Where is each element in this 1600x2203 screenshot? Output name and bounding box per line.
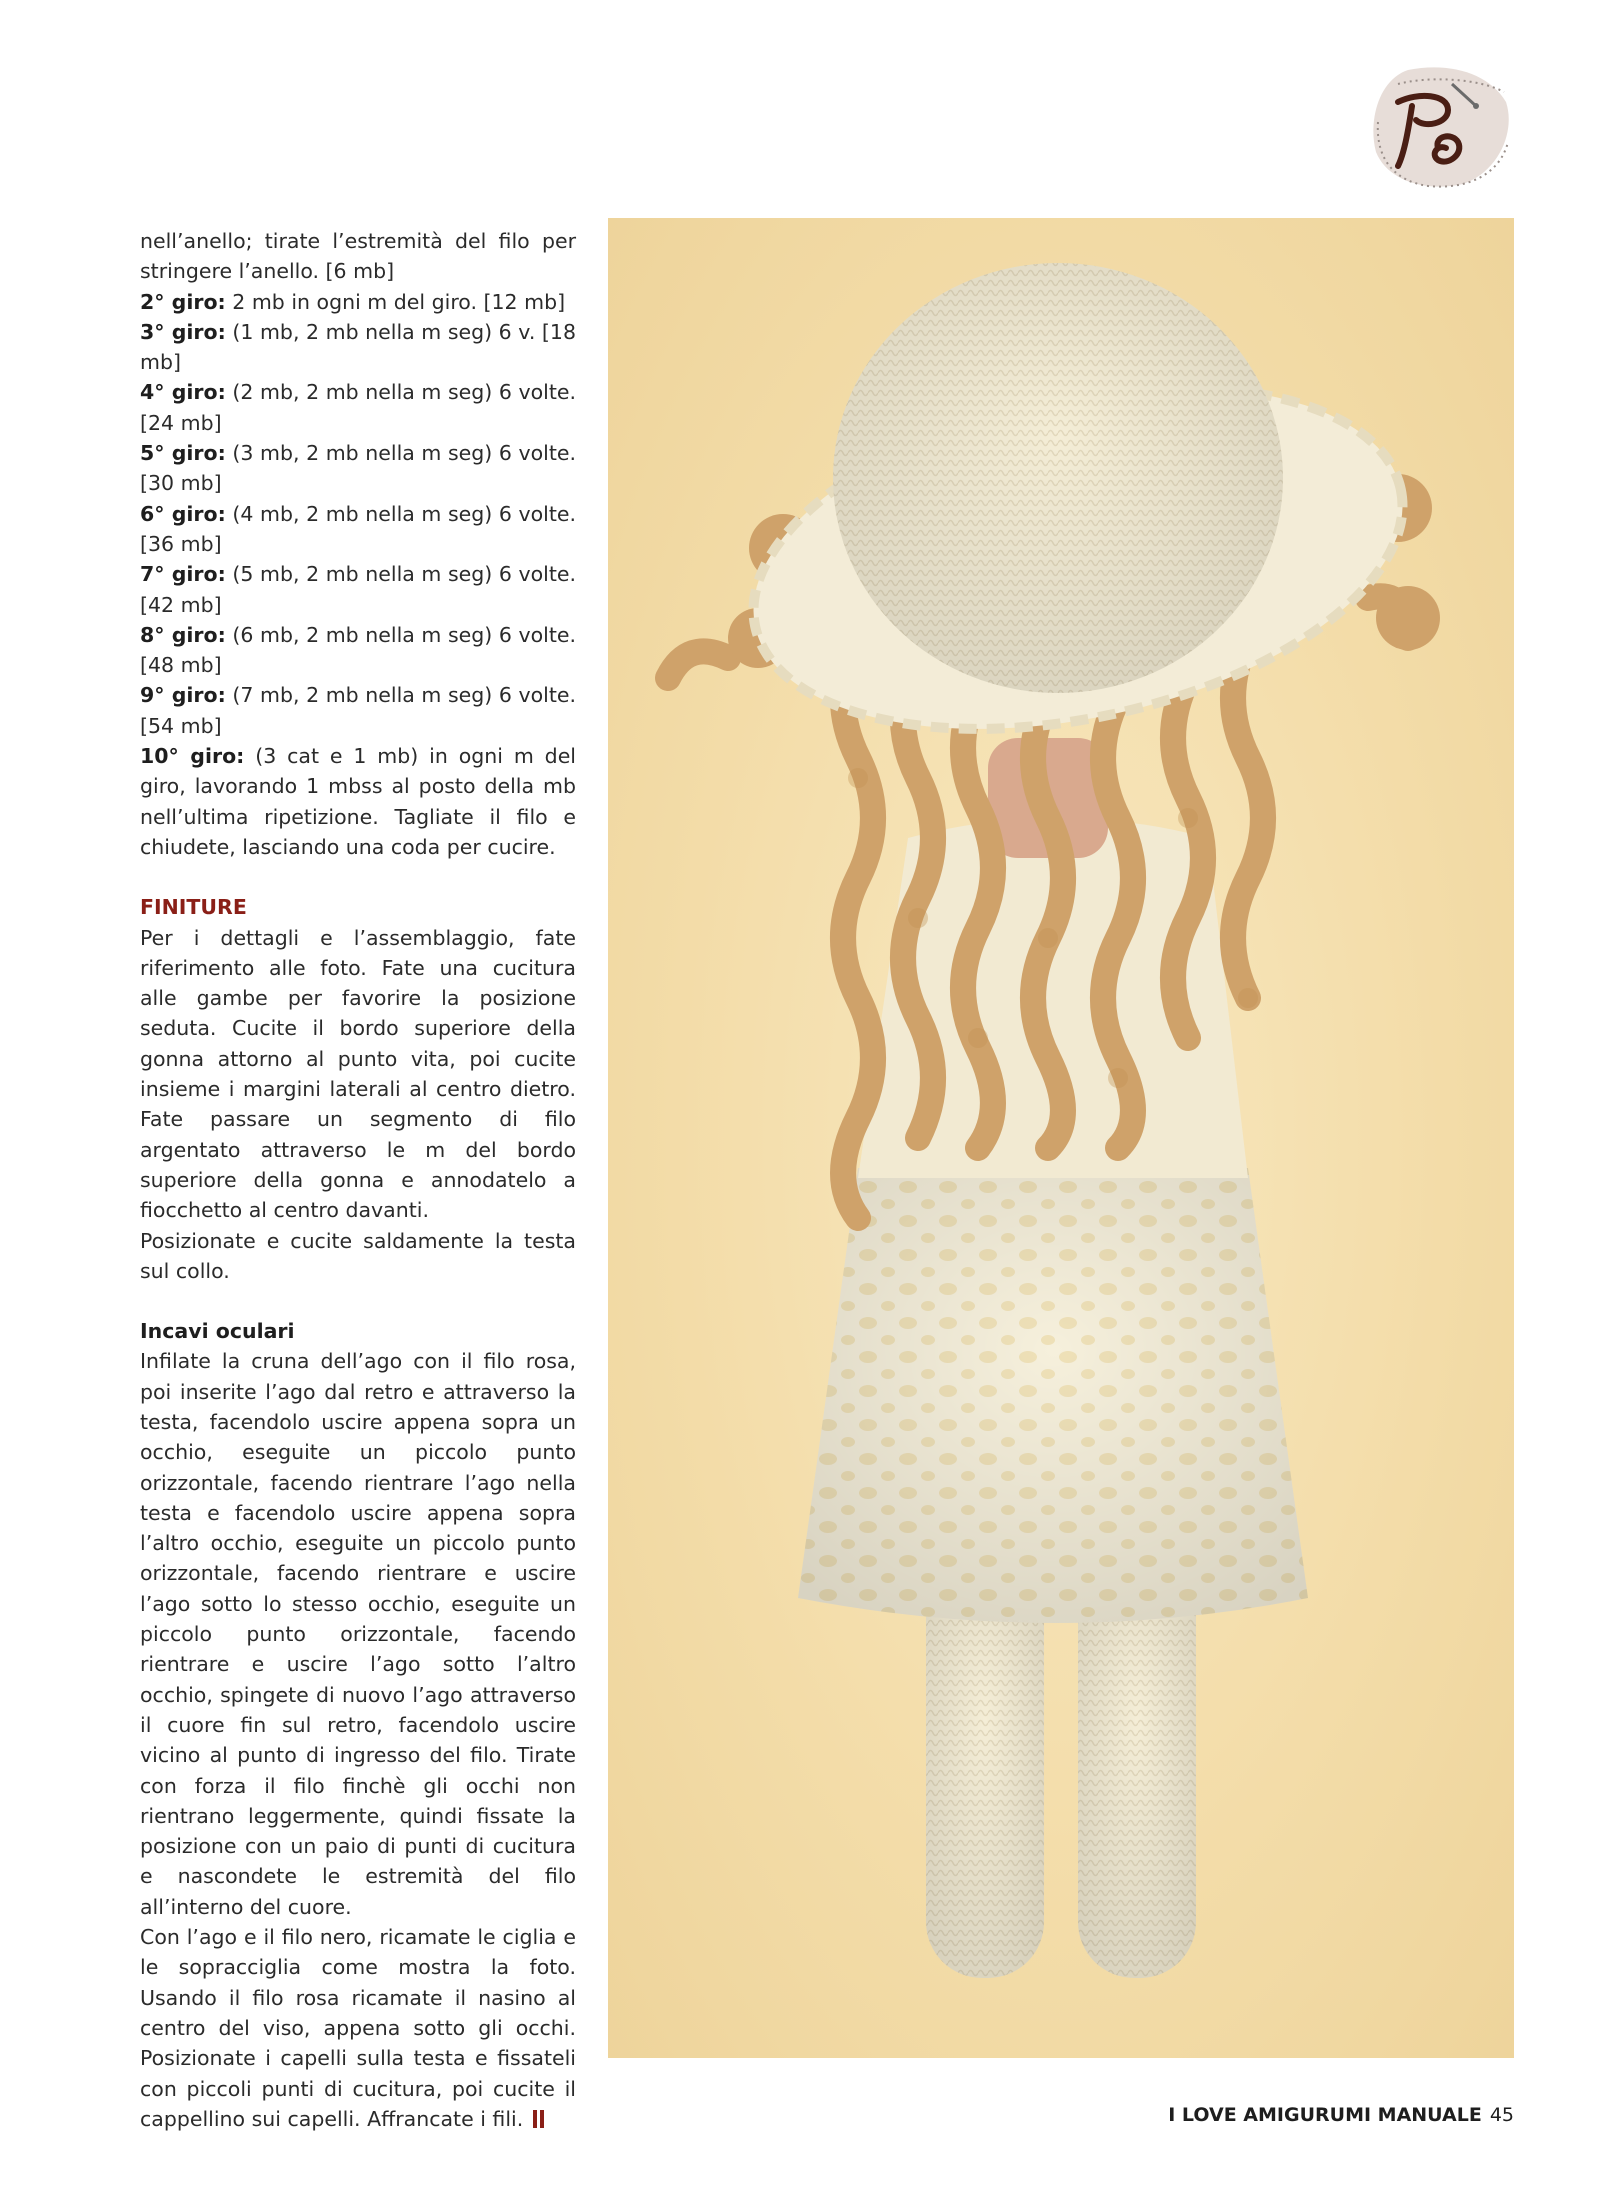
round-7: 7° giro: (5 mb, 2 mb nella m seg) 6 volte. [42 mb]: [140, 562, 576, 617]
round-10: 10° giro: (3 cat e 1 mb) in ogni m del giro, lavorando 1 mbss al posto della mb nell’ultima ripetizione. Tagliate il filo e chiudete, lasciando una coda per cucire.: [140, 744, 576, 859]
finiture-heading: FINITURE: [140, 895, 247, 920]
end-of-article-icon: [533, 2110, 537, 2128]
round-9: 9° giro: (7 mb, 2 mb nella m seg) 6 volte. [54 mb]: [140, 683, 576, 738]
round-2: 2° giro: 2 mb in ogni m del giro. [12 mb]: [140, 289, 566, 314]
incavi-heading: Incavi oculari: [140, 1319, 295, 1344]
round-5: 5° giro: (3 mb, 2 mb nella m seg) 6 volte. [30 mb]: [140, 441, 576, 496]
finiture-paragraph-2: Posizionate e cucite saldamente la testa sul collo.: [140, 1228, 576, 1283]
page-number: 45: [1489, 2104, 1514, 2126]
crochet-logo-icon: [1368, 62, 1514, 192]
amigurumi-doll-photo: [608, 218, 1514, 2058]
round-6: 6° giro: (4 mb, 2 mb nella m seg) 6 volte. [36 mb]: [140, 501, 576, 556]
pattern-text-column: [140, 226, 576, 2134]
round-8: 8° giro: (6 mb, 2 mb nella m seg) 6 volte. [48 mb]: [140, 622, 576, 678]
finiture-paragraph-1: Per i dettagli e l’assemblaggio, fate riferimento alle foto. Fate una cucitura alle gambe per favorire la posizione seduta. Cucite il bordo superiore della gonna attorno al punto vita, poi cucite insieme i margini laterali al centro dietro. Fate passare un segmento di filo argentato attraverso le m del bordo superiore della gonna e annodatelo a fiocchetto al centro davanti.: [140, 925, 576, 1223]
incavi-paragraph-2: Con l’ago e il filo nero, ricamate le ciglia e le sopracciglia come mostra la foto. Usando il filo rosa ricamate il nasino al centro del viso, appena sotto gli occhi. Posizionate i capelli sulla testa e fissateli con piccoli punti di cucitura, poi cucite il cappellino sui capelli. Affrancate i fili.: [140, 1925, 576, 2131]
round-3: 3° giro: (1 mb, 2 mb nella m seg) 6 v. [18 mb]: [140, 319, 576, 375]
incavi-paragraph-1: Infilate la cruna dell’ago con il filo rosa, poi inserite l’ago dal retro e attraverso la testa, facendolo uscire appena sopra un occhio, eseguite un piccolo punto orizzontale, facendo rientrare l’ago nella testa e facendolo uscire appena sopra l’altro occhio, eseguite un piccolo punto orizzontale, facendo rientrare e uscire l’ago sotto lo stesso occhio, eseguite un piccolo punto orizzontale, facendo rientrare e uscire l’ago sotto l’altro occhio, spingete di nuovo l’ago attraverso il cuore fin sul retro, facendolo uscire vicino al punto di ingresso del filo. Tirate con forza il filo finchè gli occhi non rientrano leggermente, quindi fissate la posizione con un paio di punti di cucitura e nascondete le estremità del filo all’interno del cuore.: [140, 1349, 576, 1919]
page-footer: [1100, 2104, 1514, 2126]
intro-paragraph: nell’anello; tirate l’estremità del filo per stringere l’anello. [6 mb]: [140, 229, 576, 284]
round-4: 4° giro: (2 mb, 2 mb nella m seg) 6 volte. [24 mb]: [140, 380, 576, 435]
magazine-title: I LOVE AMIGURUMI MANUALE: [1168, 2104, 1482, 2126]
